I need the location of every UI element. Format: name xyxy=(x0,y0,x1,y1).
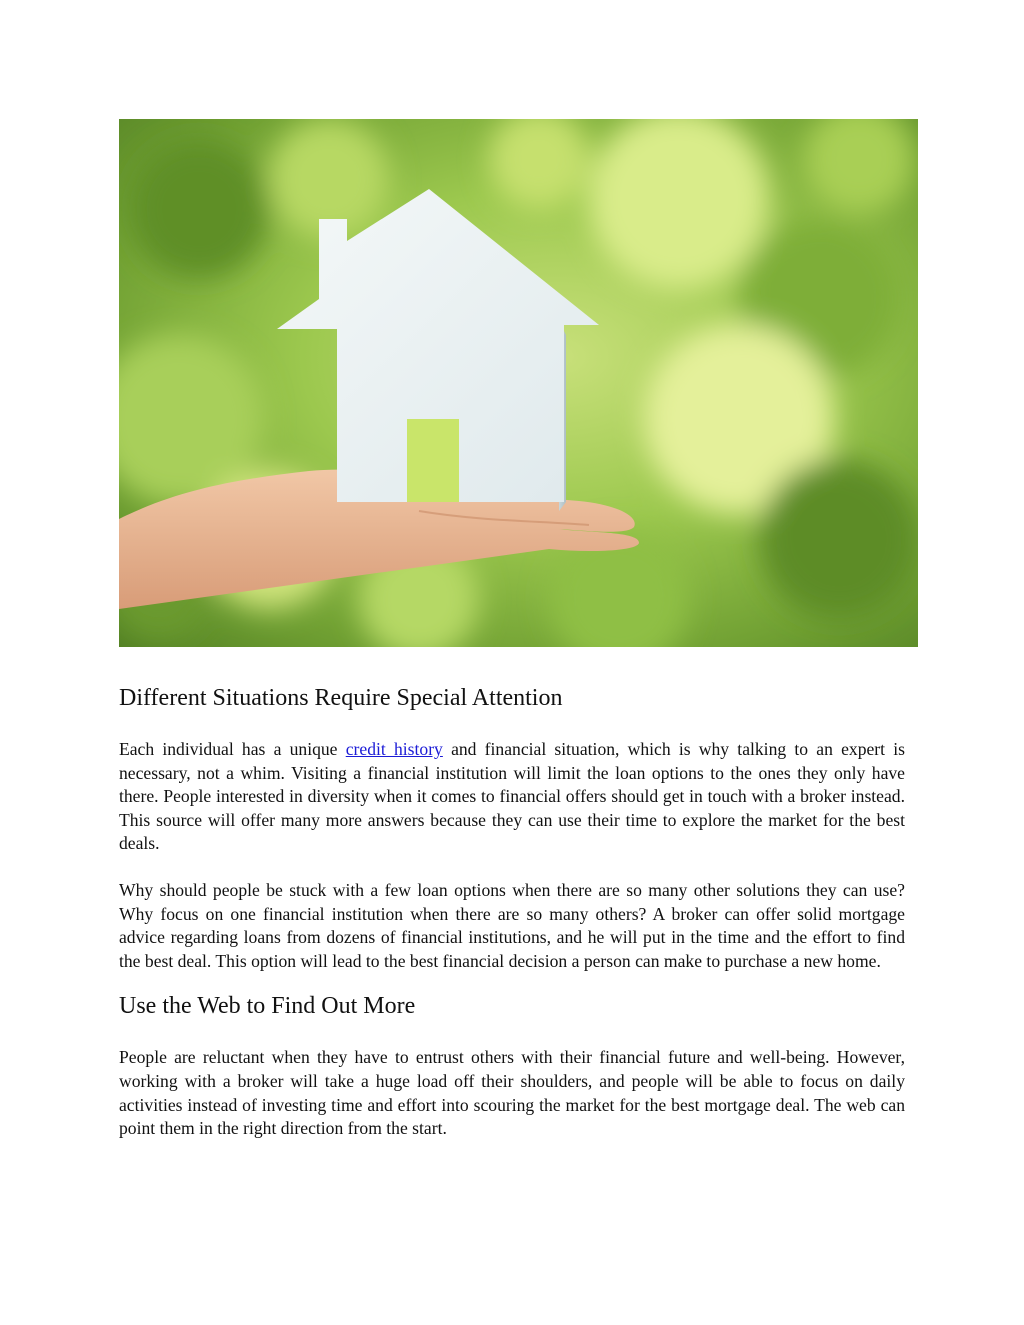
paragraph-reluctant: People are reluctant when they have to entrust others with their financial future and well-being. However, working with a broker will take a huge load off their shoulders, and people will be able to focus on daily activities instead of investing time and effort into scouring the market for the best mortgage deal. The web can point them in the right direction from the start. xyxy=(119,1047,905,1139)
hero-image xyxy=(119,119,918,647)
credit-history-link[interactable]: credit history xyxy=(345,739,443,759)
section-heading-different-situations: Different Situations Require Special Attention xyxy=(119,685,563,711)
section-heading-use-the-web: Use the Web to Find Out More xyxy=(119,993,416,1020)
paragraph-text-after-link: and financial situation, which is why talking to an expert is necessary, not a whim. Visiting a financial institution will limit the loan options to the ones they only have there. People interested in diversity when it comes to financial offers should get in touch with a broker instead. This source will offer many more answers because they can use their time to explore the market for the best deals. xyxy=(119,739,905,854)
paragraph-loan-options: Why should people be stuck with a few loan options when there are so many other solutions they can use? Why focus on one financial institution when there are so many others? A broker can offer solid mortgage advice regarding loans from dozens of financial institutions, and he will put in the time and the effort to find the best deal. This option will lead to the best financial decision a person can make to purchase a new home. xyxy=(119,879,905,971)
paragraph-credit-history xyxy=(119,738,905,856)
paragraph-text-before-link: Each individual has a unique xyxy=(119,739,346,759)
house-in-hand-illustration xyxy=(119,119,918,647)
house-door-opening xyxy=(407,419,459,502)
article-content xyxy=(119,683,905,1141)
